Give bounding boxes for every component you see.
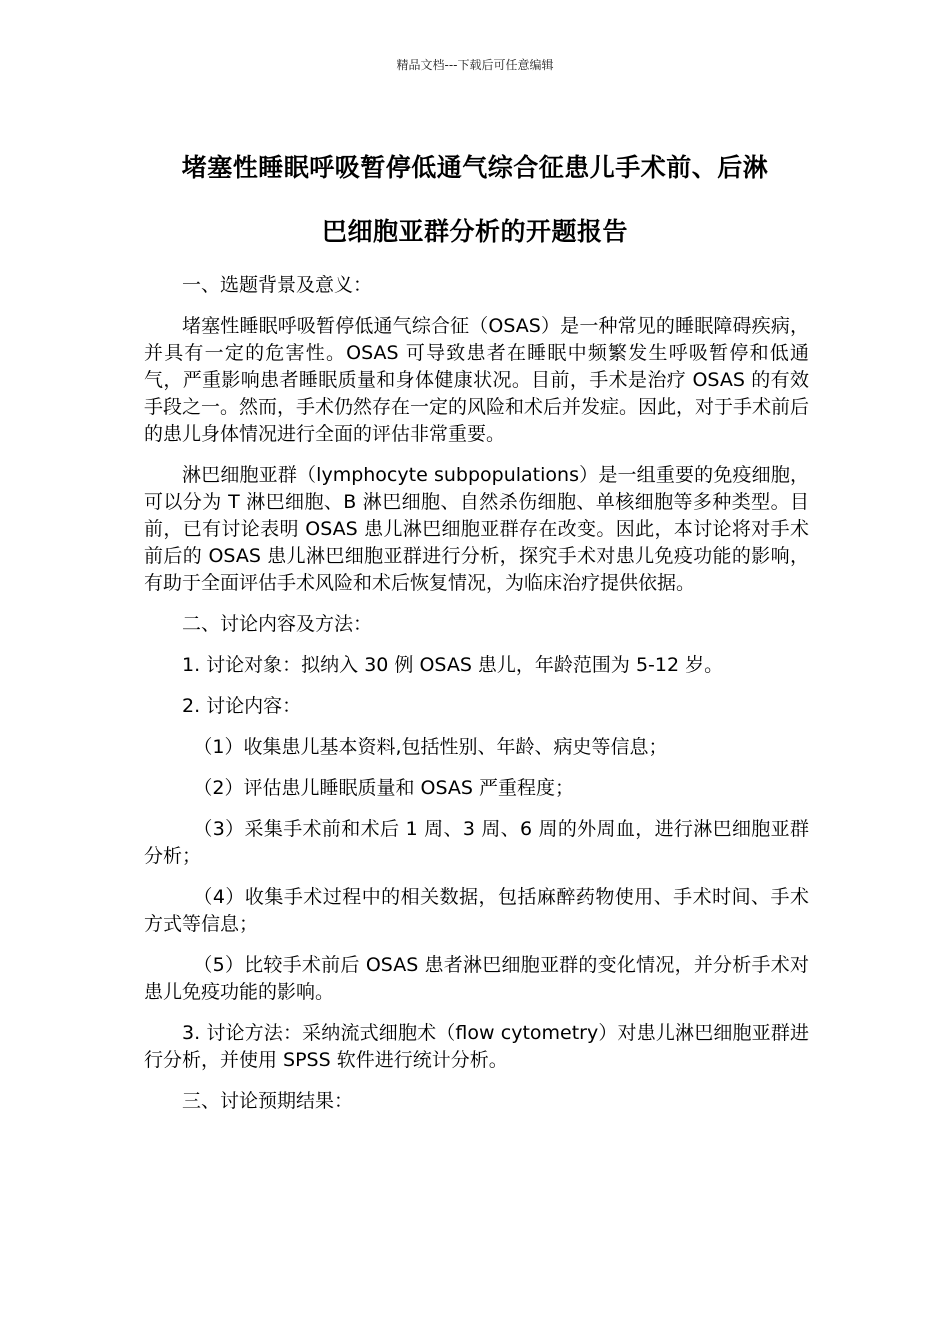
sub-item-3: （3）采集手术前和术后 1 周、3 周、6 周的外周血，进行淋巴细胞亚群分析；: [144, 818, 809, 867]
sub-item-1: （1）收集患儿基本资料,包括性别、年龄、病史等信息；: [193, 736, 668, 758]
section-heading-background: 一、选题背景及意义：: [182, 274, 373, 296]
paragraph-osas-intro: 堵塞性睡眠呼吸暂停低通气综合征（OSAS）是一种常见的睡眠障碍疾病，并具有一定的危害性。OSAS 可导致患者在睡眠中频繁发生呼吸暂停和低通气，严重影响患者睡眠质量和身体健康状况。目前，手术是治疗 OSAS 的有效手段之一。然而，手术仍然存在一定的风险和术后并发症。因此，对于手术前后的患儿身体情况进行全面的评估非常重要。: [144, 315, 810, 445]
item-research-subjects: 1. 讨论对象：拟纳入 30 例 OSAS 患儿，年龄范围为 5-12 岁。: [182, 654, 724, 676]
section-heading-methods: 二、讨论内容及方法：: [182, 613, 373, 635]
document-body: [144, 272, 809, 1129]
document-title: [140, 136, 810, 264]
page-header: 精品文档---下载后可任意编辑: [396, 58, 554, 72]
item-research-content: 2. 讨论内容：: [182, 695, 302, 717]
sub-item-4: （4）收集手术过程中的相关数据，包括麻醉药物使用、手术时间、手术方式等信息；: [144, 886, 809, 935]
title-line-1: 堵塞性睡眠呼吸暂停低通气综合征患儿手术前、后淋: [181, 153, 769, 182]
item-research-method: 3. 讨论方法：采纳流式细胞术（flow cytometry）对患儿淋巴细胞亚群进行分析，并使用 SPSS 软件进行统计分析。: [144, 1022, 809, 1071]
title-line-2: 巴细胞亚群分析的开题报告: [321, 217, 628, 246]
sub-item-5: （5）比较手术前后 OSAS 患者淋巴细胞亚群的变化情况，并分析手术对患儿免疫功能的影响。: [144, 954, 809, 1003]
paragraph-lymphocyte: 淋巴细胞亚群（lymphocyte subpopulations）是一组重要的免疫细胞，可以分为 T 淋巴细胞、B 淋巴细胞、自然杀伤细胞、单核细胞等多种类型。目前，已有讨论表明 OSAS 患儿淋巴细胞亚群存在改变。因此，本讨论将对手术前后的 OSAS 患儿淋巴细胞亚群进行分析，探究手术对患儿免疫功能的影响，有助于全面评估手术风险和术后恢复情况，为临床治疗提供依据。: [144, 464, 809, 594]
section-heading-expected-results: 三、讨论预期结果：: [182, 1090, 354, 1112]
sub-item-2: （2）评估患儿睡眠质量和 OSAS 严重程度；: [193, 777, 574, 799]
